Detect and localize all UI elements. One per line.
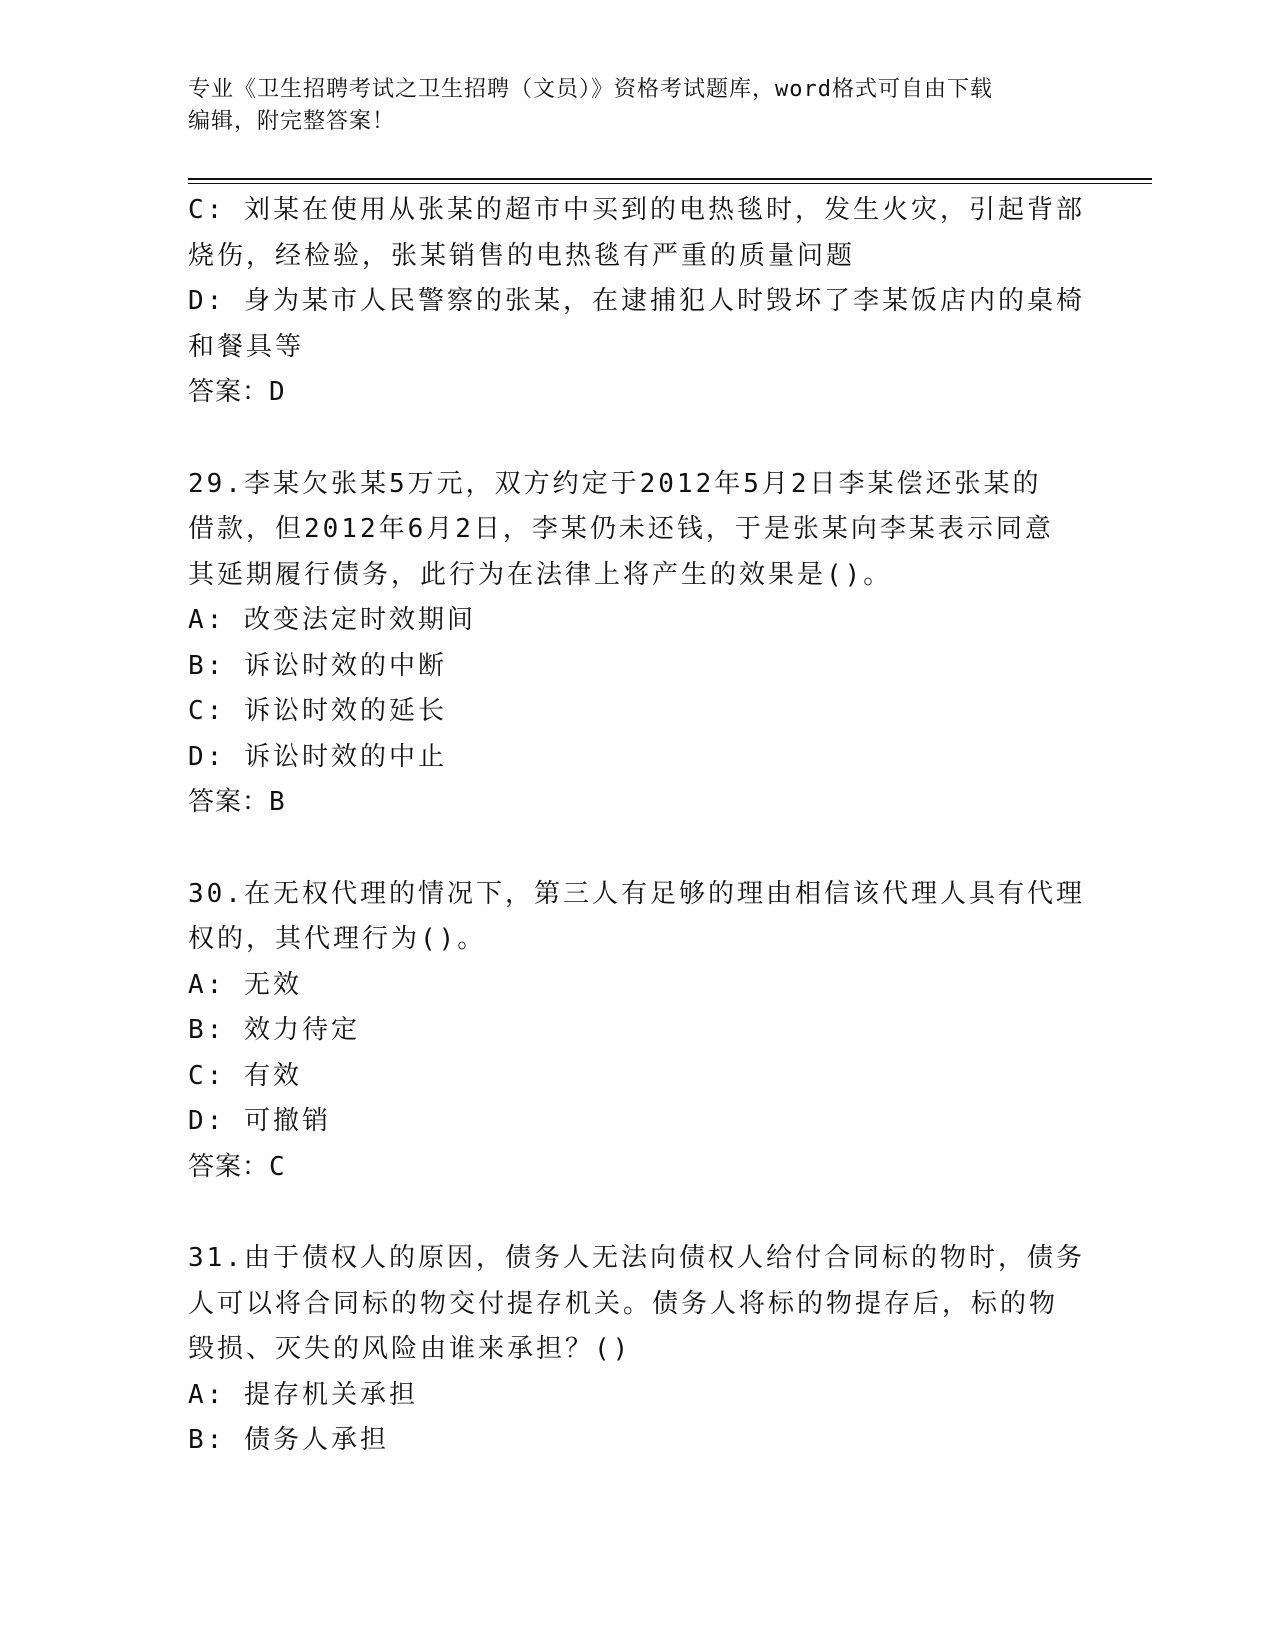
header-line-2: 编辑，附完整答案！ (188, 109, 396, 134)
answer: 答案：C (188, 1151, 286, 1182)
spacer (188, 826, 1088, 872)
question-stem-line-3: 毁损、灭失的风险由谁来承担？() (188, 1334, 632, 1364)
option-d: D: 诉讼时效的中止 (188, 741, 447, 772)
option-d-line-1: D: 身为某市人民警察的张某，在逮捕犯人时毁坏了李某饭店内的桌椅 (188, 286, 1085, 316)
option-c-line-1: C: 刘某在使用从张某的超市中买到的电热毯时，发生火灾，引起背部 (188, 195, 1085, 225)
question-stem-line-1: 30.在无权代理的情况下，第三人有足够的理由相信该代理人具有代理 (188, 878, 1085, 909)
option-b: B: 诉讼时效的中断 (188, 650, 447, 681)
question-list (188, 188, 1088, 1464)
option-c-line-2: 烧伤，经检验，张某销售的电热毯有严重的质量问题 (188, 240, 856, 271)
question-stem-line-1: 31.由于债权人的原因，债务人无法向债权人给付合同标的物时，债务 (188, 1243, 1085, 1273)
option-d: D: 可撤销 (188, 1106, 331, 1136)
option-a: A: 无效 (188, 969, 302, 1000)
header-divider-thin (188, 183, 1152, 184)
answer: 答案：D (188, 377, 286, 407)
page-header (188, 74, 1068, 138)
question-stem-line-2: 人可以将合同标的物交付提存机关。债务人将标的物提存后，标的物 (188, 1288, 1059, 1319)
header-line-1: 专业《卫生招聘考试之卫生招聘（文员）》资格考试题库，word格式可自由下载 (188, 77, 993, 102)
question-29 (188, 462, 1088, 826)
option-b: B: 效力待定 (188, 1015, 360, 1045)
option-c: C: 有效 (188, 1060, 302, 1091)
option-a: A: 提存机关承担 (188, 1379, 418, 1410)
option-a: A: 改变法定时效期间 (188, 605, 476, 635)
question-stem-line-2: 权的，其代理行为()。 (188, 924, 487, 954)
option-b: B: 债务人承担 (188, 1425, 389, 1455)
header-divider-thick (188, 178, 1152, 180)
answer: 答案：B (188, 787, 286, 817)
question-stem-line-3: 其延期履行债务，此行为在法律上将产生的效果是()。 (188, 559, 893, 590)
question-stem-line-2: 借款，但2012年6月2日，李某仍未还钱，于是张某向李某表示同意 (188, 514, 1054, 544)
option-c: C: 诉讼时效的延长 (188, 696, 447, 726)
question-31 (188, 1236, 1088, 1464)
spacer (188, 416, 1088, 462)
spacer (188, 1190, 1088, 1236)
question-28 (188, 188, 1088, 416)
option-d-line-2: 和餐具等 (188, 331, 305, 362)
question-stem-line-1: 29.李某欠张某5万元，双方约定于2012年5月2日李某偿还张某的 (188, 468, 1042, 499)
question-30 (188, 872, 1088, 1191)
